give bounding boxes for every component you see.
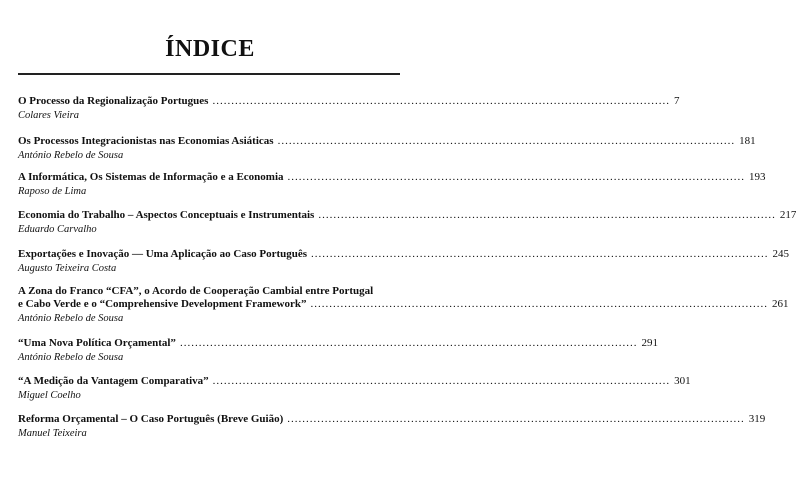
entry-page: 261	[772, 298, 789, 310]
entry-page: 291	[641, 337, 658, 349]
entry-page: 245	[772, 248, 790, 260]
entry-title-line1: A Zona do Franco “CFA”, o Acordo de Cooperação Cambial entre Portugal	[18, 285, 374, 297]
entry-title: Reforma Orçamental – O Caso Português (Breve Guião)	[18, 413, 284, 425]
entry-author: António Rebelo de Sousa	[18, 352, 124, 363]
leader-dots: ..........................................................................................................................	[310, 298, 769, 310]
toc-entry[interactable]	[18, 135, 756, 162]
entry-title: “A Medição da Vantagem Comparativa”	[18, 375, 209, 387]
toc-entry[interactable]	[18, 375, 691, 402]
toc-entry[interactable]	[18, 95, 680, 122]
entry-title: O Processo da Regionalização Portugues	[18, 95, 209, 107]
toc-entry[interactable]	[18, 209, 796, 236]
entry-author: António Rebelo de Sousa	[18, 313, 124, 324]
entry-page: 319	[748, 413, 766, 425]
toc-entry[interactable]	[18, 171, 766, 198]
toc-entry[interactable]	[18, 337, 658, 364]
leader-dots: ..........................................................................................................................	[287, 171, 746, 183]
entry-title: “Uma Nova Política Orçamental”	[18, 337, 176, 349]
entry-page: 301	[674, 375, 691, 387]
entry-page: 193	[749, 171, 766, 183]
leader-dots: ..........................................................................................................................	[277, 135, 736, 147]
entry-author: Raposo de Lima	[18, 186, 87, 197]
toc-entry[interactable]	[18, 285, 789, 325]
entry-author: António Rebelo de Sousa	[18, 150, 124, 161]
leader-dots: ..........................................................................................................................	[212, 375, 671, 387]
entry-page: 217	[779, 209, 796, 221]
entry-author: Eduardo Carvalho	[18, 224, 97, 235]
leader-dots: ..........................................................................................................................	[212, 95, 670, 107]
toc-entry[interactable]	[18, 413, 766, 440]
leader-dots: ..........................................................................................................................	[179, 337, 638, 349]
entry-title: Os Processos Integracionistas nas Economias Asiáticas	[18, 135, 274, 147]
entry-author: Colares Vieira	[18, 110, 79, 121]
entry-author: Miguel Coelho	[18, 390, 81, 401]
leader-dots: ..........................................................................................................................	[287, 413, 745, 425]
leader-dots: ..........................................................................................................................	[311, 248, 769, 260]
leader-dots: ..........................................................................................................................	[318, 209, 776, 221]
entry-title: e Cabo Verde e o “Comprehensive Development Framework”	[18, 298, 307, 310]
entry-author: Manuel Teixeira	[18, 428, 87, 439]
entry-author: Augusto Teixeira Costa	[18, 263, 117, 274]
entry-title: Economia do Trabalho – Aspectos Conceptuais e Instrumentais	[18, 209, 315, 221]
entry-title: Exportações e Inovação — Uma Aplicação ao Caso Português	[18, 248, 308, 260]
title-divider	[18, 73, 400, 75]
entry-title: A Informática, Os Sistemas de Informação e a Economia	[18, 171, 284, 183]
page-title: ÍNDICE	[165, 36, 255, 62]
entry-page: 7	[673, 95, 680, 107]
toc-entry[interactable]	[18, 248, 790, 275]
entry-page: 181	[739, 135, 756, 147]
